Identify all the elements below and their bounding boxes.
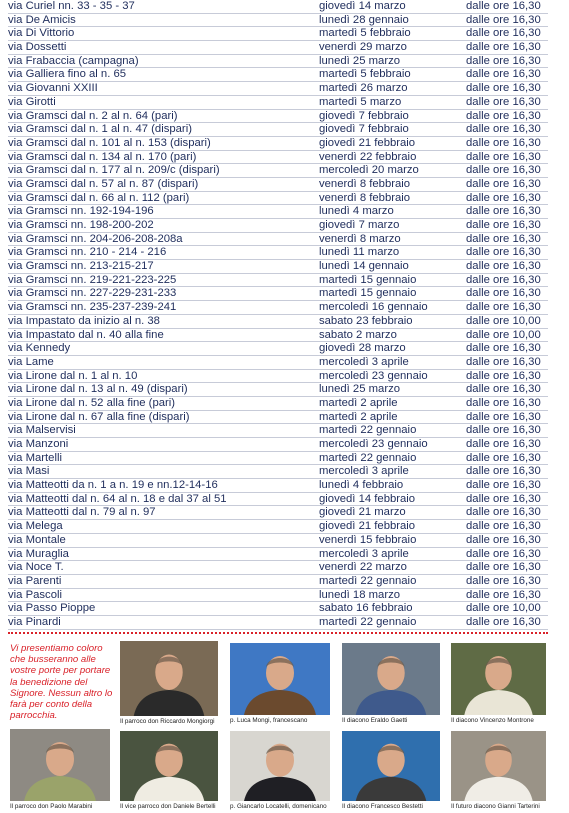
clergy-photo <box>342 731 440 811</box>
visit-time: dalle ore 16,30 <box>466 355 541 368</box>
visit-time: dalle ore 16,30 <box>466 479 541 492</box>
visit-date: mercoledì 23 gennaio <box>319 369 428 382</box>
portrait-image <box>342 643 440 715</box>
visit-time: dalle ore 10,00 <box>466 602 541 615</box>
visit-date: mercoledì 16 gennaio <box>319 301 428 314</box>
dotted-divider <box>8 632 548 634</box>
visit-date: lunedì 11 marzo <box>319 246 400 259</box>
photo-caption: Il diacono Francesco Bestetti <box>342 803 423 810</box>
schedule-row <box>8 493 548 507</box>
schedule-row <box>8 356 548 370</box>
photo-caption: Il diacono Vincenzo Montrone <box>451 717 534 724</box>
street-name: via Giovanni XXIII <box>8 82 98 95</box>
visit-time: dalle ore 16,30 <box>466 588 541 601</box>
schedule-row <box>8 383 548 397</box>
visit-time: dalle ore 16,30 <box>466 136 541 149</box>
schedule-row <box>8 274 548 288</box>
visit-time: dalle ore 16,30 <box>466 438 541 450</box>
schedule-row <box>8 233 548 247</box>
street-name: via Dossetti <box>8 41 67 54</box>
schedule-row <box>8 205 548 219</box>
visit-date: martedì 2 aprile <box>319 410 398 423</box>
photo-caption: p. Luca Mongi, francescano <box>230 717 308 724</box>
visit-date: martedì 26 marzo <box>319 82 408 95</box>
schedule-row <box>8 110 548 124</box>
visit-time: dalle ore 16,30 <box>466 150 541 163</box>
visit-date: lunedì 18 marzo <box>319 588 401 601</box>
schedule-row <box>8 411 548 425</box>
schedule-row <box>8 424 548 438</box>
visit-date: martedì 15 gennaio <box>319 273 417 286</box>
visit-time: dalle ore 16,30 <box>466 177 541 190</box>
schedule-row <box>8 548 548 562</box>
street-name: via De Amicis <box>8 13 76 26</box>
visit-date: giovedì 21 marzo <box>319 506 406 519</box>
street-name: via Parenti <box>8 574 62 587</box>
street-name: via Lirone dal n. 1 al n. 10 <box>8 369 138 382</box>
visit-date: mercoledì 3 aprile <box>319 547 409 560</box>
schedule-row <box>8 96 548 110</box>
visit-date: giovedì 7 marzo <box>319 219 400 231</box>
street-name: via Montale <box>8 533 66 546</box>
schedule-row <box>8 397 548 411</box>
schedule-row <box>8 520 548 534</box>
visit-date: lunedì 28 gennaio <box>319 13 409 26</box>
schedule-row <box>8 151 548 165</box>
portrait-image <box>342 731 440 801</box>
schedule-row <box>8 465 548 479</box>
street-name: via Curiel nn. 33 - 35 - 37 <box>8 0 135 12</box>
schedule-row <box>8 27 548 41</box>
street-name: via Muraglia <box>8 547 69 560</box>
visit-date: lunedì 25 marzo <box>319 383 401 396</box>
portrait-image <box>230 731 330 801</box>
clergy-photo <box>120 641 218 726</box>
schedule-row <box>8 616 548 630</box>
street-name: via Galliera fino al n. 65 <box>8 68 127 81</box>
visit-time: dalle ore 16,30 <box>466 27 541 40</box>
visit-time: dalle ore 16,30 <box>466 246 541 259</box>
visit-date: martedì 22 gennaio <box>319 615 417 628</box>
photo-caption: Il vice parroco don Daniele Bertelli <box>120 803 216 810</box>
schedule-row <box>8 178 548 192</box>
visit-date: lunedì 4 marzo <box>319 205 394 218</box>
visit-time: dalle ore 16,30 <box>466 287 541 300</box>
street-name: via Masi <box>8 465 50 478</box>
visit-time: dalle ore 16,30 <box>466 451 541 464</box>
street-name: via Gramsci nn. 213-215-217 <box>8 260 154 273</box>
street-name: via Martelli <box>8 451 62 464</box>
visit-date: lunedì 25 marzo <box>319 54 401 67</box>
schedule-row <box>8 370 548 384</box>
visit-time: dalle ore 16,30 <box>466 205 541 218</box>
visit-time: dalle ore 16,30 <box>466 410 541 423</box>
visit-time: dalle ore 16,30 <box>466 82 541 95</box>
visit-time: dalle ore 16,30 <box>466 424 541 437</box>
visit-time: dalle ore 16,30 <box>466 123 541 136</box>
schedule-row <box>8 41 548 55</box>
schedule-row <box>8 192 548 206</box>
schedule-row <box>8 68 548 82</box>
street-name: via Gramsci nn. 210 - 214 - 216 <box>8 246 167 259</box>
street-name: via Lirone dal n. 67 alla fine (dispari) <box>8 410 190 423</box>
street-name: via Malservisi <box>8 424 76 437</box>
schedule-row <box>8 561 548 575</box>
visit-time: dalle ore 16,30 <box>466 369 541 382</box>
photo-caption: Il parroco don Riccardo Mongiorgi <box>120 718 215 725</box>
street-name: via Pinardi <box>8 615 61 628</box>
visit-date: giovedì 7 febbraio <box>319 109 409 122</box>
visit-date: giovedì 21 febbraio <box>319 136 416 149</box>
photo-caption: p. Giancarlo Locatelli, domenicano <box>230 803 327 810</box>
visit-date: martedì 5 febbraio <box>319 27 411 40</box>
street-name: via Gramsci nn. 227-229-231-233 <box>8 287 177 300</box>
street-name: via Gramsci dal n. 177 al n. 209/c (dispari) <box>8 164 220 177</box>
street-name: via Gramsci nn. 192-194-196 <box>8 205 154 218</box>
visit-date: sabato 2 marzo <box>319 328 397 341</box>
visit-time: dalle ore 16,30 <box>466 465 541 478</box>
visit-time: dalle ore 16,30 <box>466 95 541 108</box>
visit-date: venerdì 8 febbraio <box>319 191 411 204</box>
schedule-row <box>8 452 548 466</box>
street-name: via Lame <box>8 355 54 368</box>
visit-date: giovedì 7 febbraio <box>319 123 409 136</box>
schedule-row <box>8 602 548 616</box>
visit-date: venerdì 22 marzo <box>319 561 407 574</box>
visit-date: giovedì 21 febbraio <box>319 520 416 533</box>
visit-time: dalle ore 16,30 <box>466 191 541 204</box>
visit-time: dalle ore 16,30 <box>466 342 541 355</box>
schedule-row <box>8 55 548 69</box>
street-name: via Gramsci nn. 219-221-223-225 <box>8 273 177 286</box>
street-name: via Noce T. <box>8 561 64 574</box>
visit-date: martedì 5 marzo <box>319 95 402 108</box>
clergy-photo <box>230 643 330 725</box>
schedule-row <box>8 260 548 274</box>
visit-date: martedì 22 gennaio <box>319 424 417 437</box>
visit-time: dalle ore 16,30 <box>466 547 541 560</box>
clergy-photo <box>120 731 218 811</box>
street-name: via Lirone dal n. 52 alla fine (pari) <box>8 396 176 409</box>
visit-time: dalle ore 16,30 <box>466 0 541 12</box>
schedule-row <box>8 0 548 14</box>
schedule-row <box>8 575 548 589</box>
schedule-row <box>8 301 548 315</box>
street-name: via Gramsci dal n. 1 al n. 47 (dispari) <box>8 123 192 136</box>
schedule-row <box>8 342 548 356</box>
visit-time: dalle ore 16,30 <box>466 396 541 409</box>
schedule-row <box>8 246 548 260</box>
visit-date: giovedì 14 febbraio <box>319 492 416 505</box>
visit-date: mercoledì 20 marzo <box>319 164 419 177</box>
portrait-image <box>120 641 218 716</box>
street-name: via Passo Pioppe <box>8 602 96 615</box>
visit-time: dalle ore 16,30 <box>466 574 541 587</box>
street-name: via Frabaccia (campagna) <box>8 54 139 67</box>
street-name: via Impastato dal n. 40 alla fine <box>8 328 164 341</box>
schedule-row <box>8 123 548 137</box>
schedule-row <box>8 287 548 301</box>
street-name: via Kennedy <box>8 342 71 355</box>
visit-date: sabato 16 febbraio <box>319 602 413 615</box>
visit-date: giovedì 14 marzo <box>319 0 406 12</box>
visit-time: dalle ore 16,30 <box>466 68 541 81</box>
visit-date: lunedì 4 febbraio <box>319 479 404 492</box>
blessing-schedule <box>8 0 548 630</box>
portrait-image <box>451 643 546 715</box>
schedule-row <box>8 137 548 151</box>
schedule-row <box>8 219 548 233</box>
clergy-photo <box>451 643 546 725</box>
street-name: via Pascoli <box>8 588 62 601</box>
clergy-photo <box>342 643 440 725</box>
street-name: via Gramsci dal n. 101 al n. 153 (dispari) <box>8 136 211 149</box>
visit-date: martedì 22 gennaio <box>319 451 417 464</box>
visit-time: dalle ore 16,30 <box>466 383 541 396</box>
visit-time: dalle ore 16,30 <box>466 301 541 314</box>
clergy-photo <box>230 731 330 811</box>
visit-time: dalle ore 16,30 <box>466 561 541 574</box>
schedule-row <box>8 479 548 493</box>
visit-time: dalle ore 16,30 <box>466 520 541 533</box>
portrait-image <box>451 731 546 801</box>
street-name: via Gramsci nn. 204-206-208-208a <box>8 232 183 245</box>
clergy-photo <box>10 729 110 811</box>
visit-time: dalle ore 16,30 <box>466 492 541 505</box>
street-name: via Melega <box>8 520 63 533</box>
portrait-image <box>230 643 330 715</box>
visit-date: venerdì 8 febbraio <box>319 177 411 190</box>
visit-time: dalle ore 10,00 <box>466 328 541 341</box>
visit-time: dalle ore 16,30 <box>466 506 541 519</box>
visit-date: venerdì 29 marzo <box>319 41 407 54</box>
visit-time: dalle ore 16,30 <box>466 41 541 54</box>
schedule-row <box>8 164 548 178</box>
street-name: via Matteotti da n. 1 a n. 19 e nn.12-14-16 <box>8 479 218 492</box>
visit-date: martedì 2 aprile <box>319 396 398 409</box>
visit-date: mercoledì 3 aprile <box>319 355 409 368</box>
schedule-row <box>8 329 548 343</box>
visit-date: venerdì 15 febbraio <box>319 533 417 546</box>
visit-date: martedì 22 gennaio <box>319 574 417 587</box>
visit-time: dalle ore 16,30 <box>466 109 541 122</box>
street-name: via Girotti <box>8 95 56 108</box>
visit-time: dalle ore 16,30 <box>466 260 541 273</box>
visit-date: venerdì 22 febbraio <box>319 150 417 163</box>
visit-time: dalle ore 16,30 <box>466 615 541 628</box>
visit-time: dalle ore 16,30 <box>466 273 541 286</box>
photo-caption: Il futuro diacono Gianni Tarterini <box>451 803 540 810</box>
visit-time: dalle ore 16,30 <box>466 219 541 231</box>
photo-caption: Il parroco don Paolo Marabini <box>10 803 93 810</box>
street-name: via Gramsci dal n. 57 al n. 87 (dispari) <box>8 177 199 190</box>
visit-date: martedì 5 febbraio <box>319 68 411 81</box>
schedule-row <box>8 589 548 603</box>
street-name: via Matteotti dal n. 64 al n. 18 e dal 37 al 51 <box>8 492 227 505</box>
visit-time: dalle ore 16,30 <box>466 232 541 245</box>
schedule-row <box>8 438 548 452</box>
visit-time: dalle ore 16,30 <box>466 533 541 546</box>
street-name: via Matteotti dal n. 79 al n. 97 <box>8 506 156 519</box>
street-name: via Gramsci nn. 235-237-239-241 <box>8 301 177 314</box>
street-name: via Lirone dal n. 13 al n. 49 (dispari) <box>8 383 188 396</box>
schedule-row <box>8 82 548 96</box>
street-name: via Gramsci nn. 198-200-202 <box>8 219 154 231</box>
intro-text: Vi presentiamo coloro che busseranno alle vostre porte per portare la benedizione del Signore. Nessun altro lo farà per conto della parrocchia. <box>10 643 113 722</box>
visit-date: sabato 23 febbraio <box>319 314 413 327</box>
street-name: via Gramsci dal n. 2 al n. 64 (pari) <box>8 109 178 122</box>
visit-time: dalle ore 16,30 <box>466 164 541 177</box>
visit-time: dalle ore 16,30 <box>466 13 541 26</box>
street-name: via Gramsci dal n. 134 al n. 170 (pari) <box>8 150 197 163</box>
visit-date: lunedì 14 gennaio <box>319 260 409 273</box>
visit-date: mercoledì 23 gennaio <box>319 438 428 450</box>
visit-date: venerdì 8 marzo <box>319 232 401 245</box>
street-name: via Manzoni <box>8 438 69 450</box>
schedule-row <box>8 534 548 548</box>
street-name: via Gramsci dal n. 66 al n. 112 (pari) <box>8 191 190 204</box>
clergy-photo <box>451 731 546 811</box>
portrait-image <box>120 731 218 801</box>
visit-time: dalle ore 16,30 <box>466 54 541 67</box>
schedule-row <box>8 506 548 520</box>
portrait-image <box>10 729 110 801</box>
street-name: via Impastato da inizio al n. 38 <box>8 314 160 327</box>
schedule-row <box>8 315 548 329</box>
visit-date: martedì 15 gennaio <box>319 287 417 300</box>
street-name: via Di Vittorio <box>8 27 75 40</box>
photo-caption: Il diacono Eraldo Gaetti <box>342 717 408 724</box>
visit-time: dalle ore 10,00 <box>466 314 541 327</box>
visit-date: giovedì 28 marzo <box>319 342 406 355</box>
visit-date: mercoledì 3 aprile <box>319 465 409 478</box>
schedule-row <box>8 14 548 28</box>
